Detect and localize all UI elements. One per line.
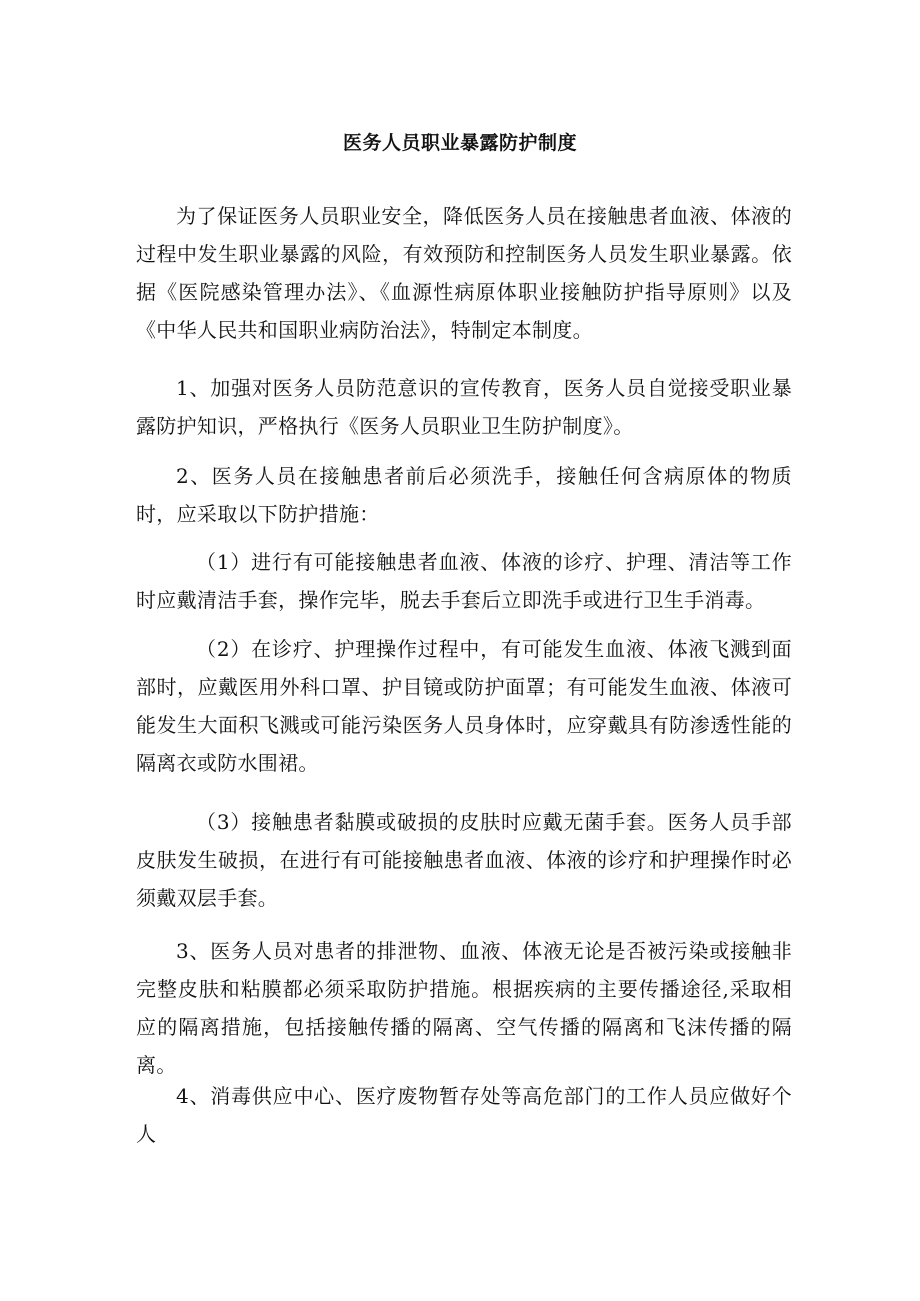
clause-2-paragraph: 2、医务人员在接触患者前后必须洗手，接触任何含病原体的物质时，应采取以下防护措施： — [136, 464, 792, 526]
clause-2-item-2-paragraph: （2）在诊疗、护理操作过程中，有可能发生血液、体液飞溅到面部时，应戴医用外科口罩、护目镜或防护面罩；有可能发生血液、体液可能发生大面积飞溅或可能污染医务人员身体时，应穿戴具有防渗透性能的隔离衣或防水围裙。 — [136, 637, 792, 775]
clause-1-paragraph: 1、加强对医务人员防范意识的宣传教育，医务人员自觉接受职业暴露防护知识，严格执行《医务人员职业卫生防护制度》。 — [136, 376, 792, 438]
intro-paragraph: 为了保证医务人员职业安全，降低医务人员在接触患者血液、体液的过程中发生职业暴露的风险，有效预防和控制医务人员发生职业暴露。依据《医院感染管理办法》、《血源性病原体职业接触防护指导原则》以及《中华人民共和国职业病防治法》，特制定本制度。 — [136, 204, 792, 342]
clause-4-paragraph: 4、消毒供应中心、医疗废物暂存处等高危部门的工作人员应做好个人 — [136, 1084, 792, 1146]
clause-2-item-1-paragraph: （1）进行有可能接触患者血液、体液的诊疗、护理、清洁等工作时应戴清洁手套，操作完毕，脱去手套后立即洗手或进行卫生手消毒。 — [136, 550, 792, 612]
clause-3-paragraph: 3、医务人员对患者的排泄物、血液、体液无论是否被污染或接触非完整皮肤和粘膜都必须采取防护措施。根据疾病的主要传播途径,采取相应的隔离措施，包括接触传播的隔离、空气传播的隔离和飞沫传播的隔离。 — [136, 939, 792, 1077]
document-title: 医务人员职业暴露防护制度 — [342, 132, 577, 154]
clause-2-item-3-paragraph: （3）接触患者黏膜或破损的皮肤时应戴无菌手套。医务人员手部皮肤发生破损，在进行有可能接触患者血液、体液的诊疗和护理操作时必须戴双层手套。 — [136, 810, 792, 910]
